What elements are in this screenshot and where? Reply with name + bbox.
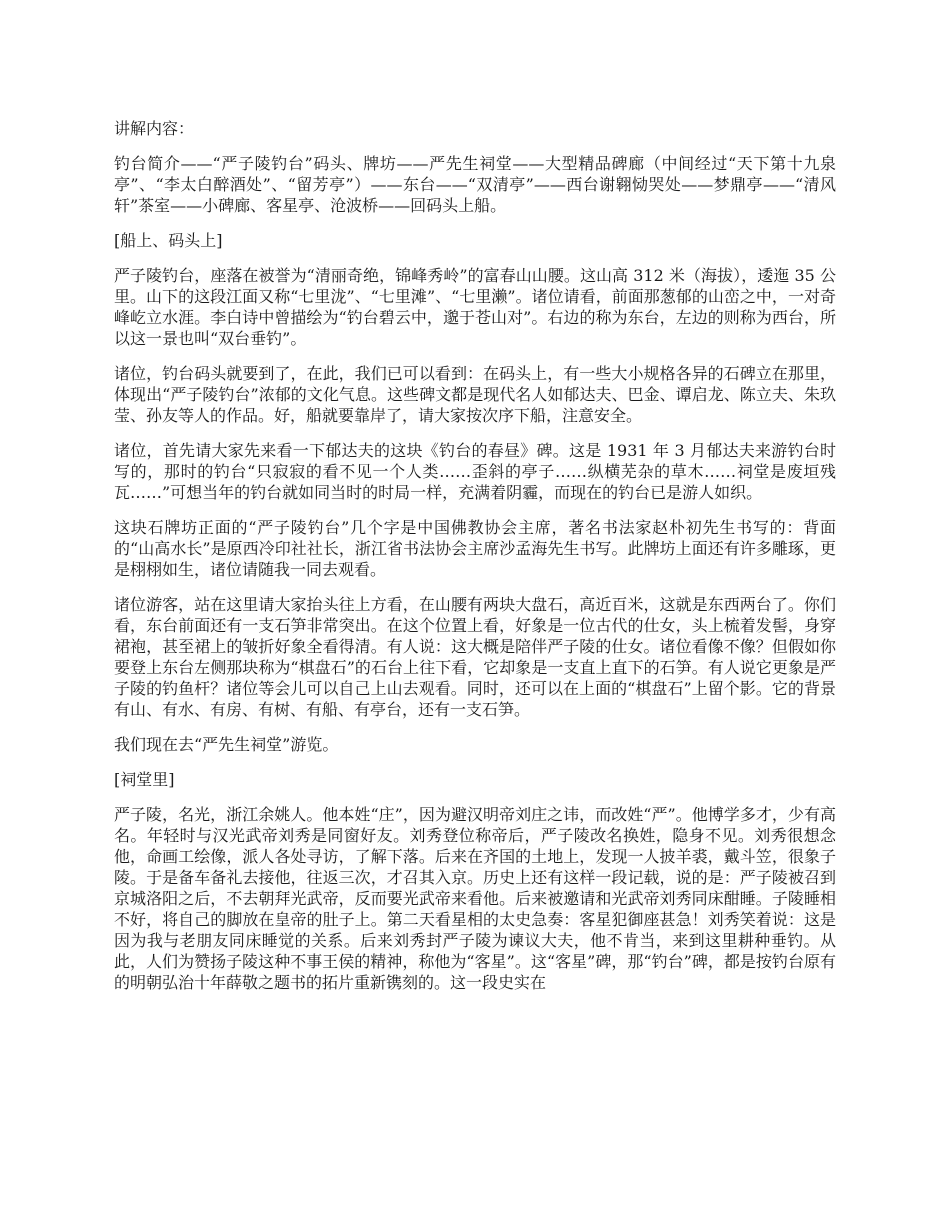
intro-heading: 讲解内容： — [114, 119, 195, 138]
document-page — [114, 118, 836, 1007]
paragraph-3: 诸位，首先请大家先来看一下郁达夫的这块《钓台的春昼》碑。这是 1931 年 3 月郁达夫来游钓台时写的，那时的钓台“只寂寂的看不见一个人类……歪斜的亭子……纵横芜杂的草木……祠堂是废垣残瓦……”可想当年的钓台就如同当时的时局一样，充满着阴霾，而现在的钓台已是游人如织。 — [114, 441, 836, 502]
route-paragraph: 钓台简介——“严子陵钓台”码头、牌坊——严先生祠堂——大型精品碑廊（中间经过“天下第十九泉亭”、“李太白醉酒处”、“留芳亭”）——东台——“双清亭”——西台谢翱恸哭处——梦鼎亭——“清风轩”茶室——小碑廊、客星亭、沧波桥——回码头上船。 — [114, 154, 836, 215]
section-label-temple: [祠堂里] — [114, 770, 175, 789]
section-label-boat: [船上、码头上] — [114, 231, 223, 250]
paragraph-6: 我们现在去“严先生祠堂”游览。 — [114, 735, 339, 754]
paragraph-2: 诸位，钓台码头就要到了，在此，我们已可以看到：在码头上，有一些大小规格各异的石碑立在那里，体现出“严子陵钓台”浓郁的文化气息。这些碑文都是现代名人如郁达夫、巴金、谭启龙、陈立夫、朱玖莹、孙友等人的作品。好，船就要靠岸了，请大家按次序下船，注意安全。 — [114, 364, 836, 425]
paragraph-1: 严子陵钓台，座落在被誉为“清丽奇绝，锦峰秀岭”的富春山山腰。这山高 312 米（海拔），逶迤 35 公里。山下的这段江面又称“七里泷”、“七里滩”、“七里濑”。诸位请看，前面那葱郁的山峦之中，一对奇峰屹立水涯。李白诗中曾描绘为“钓台碧云中，邈于苍山对”。右边的称为东台，左边的则称为西台，所以这一景也叫“双台垂钓”。 — [114, 266, 836, 348]
paragraph-5: 诸位游客，站在这里请大家抬头往上方看，在山腰有两块大盘石，高近百米，这就是东西两台了。你们看，东台前面还有一支石笋非常突出。在这个位置上看，好象是一位古代的仕女，头上梳着发髻，身穿裙袍，甚至裙上的皱折好象全看得清。有人说：这大概是陪伴严子陵的仕女。诸位看像不像？但假如你要登上东台左侧那块称为“棋盘石”的石台上往下看，它却象是一支直上直下的石笋。有人说它更象是严子陵的钓鱼杆？诸位等会儿可以自己上山去观看。同时，还可以在上面的“棋盘石”上留个影。它的背景有山、有水、有房、有树、有船、有亭台，还有一支石笋。 — [114, 595, 836, 719]
paragraph-4: 这块石牌坊正面的“严子陵钓台”几个字是中国佛教协会主席，著名书法家赵朴初先生书写的：背面的“山高水长”是原西冷印社社长，浙江省书法协会主席沙孟海先生书写。此牌坊上面还有许多雕琢，更是栩栩如生，诸位请随我一同去观看。 — [114, 518, 836, 579]
paragraph-7: 严子陵，名光，浙江余姚人。他本姓“庄”，因为避汉明帝刘庄之讳，而改姓“严”。他博学多才，少有高名。年轻时与汉光武帝刘秀是同窗好友。刘秀登位称帝后，严子陵改名换姓，隐身不见。刘秀很想念他，命画工绘像，派人各处寻访，了解下落。后来在齐国的土地上，发现一人披羊裘，戴斗笠，很象子陵。于是备车备礼去接他，往返三次，才召其入京。历史上还有这样一段记载，说的是：严子陵被召到京城洛阳之后，不去朝拜光武帝，反而要光武帝来看他。后来被邀请和光武帝刘秀同床酣睡。子陵睡相不好，将自己的脚放在皇帝的肚子上。第二天看星相的太史急奏：客星犯御座甚急！刘秀笑着说：这是因为我与老朋友同床睡觉的关系。后来刘秀封严子陵为谏议大夫，他不肯当，来到这里耕种垂钓。从此，人们为赞扬子陵这种不事王侯的精神，称他为“客星”。这“客星”碑，那“钓台”碑，都是按钓台原有的明朝弘治十年薛敬之题书的拓片重新镌刻的。这一段史实在 — [114, 805, 836, 992]
